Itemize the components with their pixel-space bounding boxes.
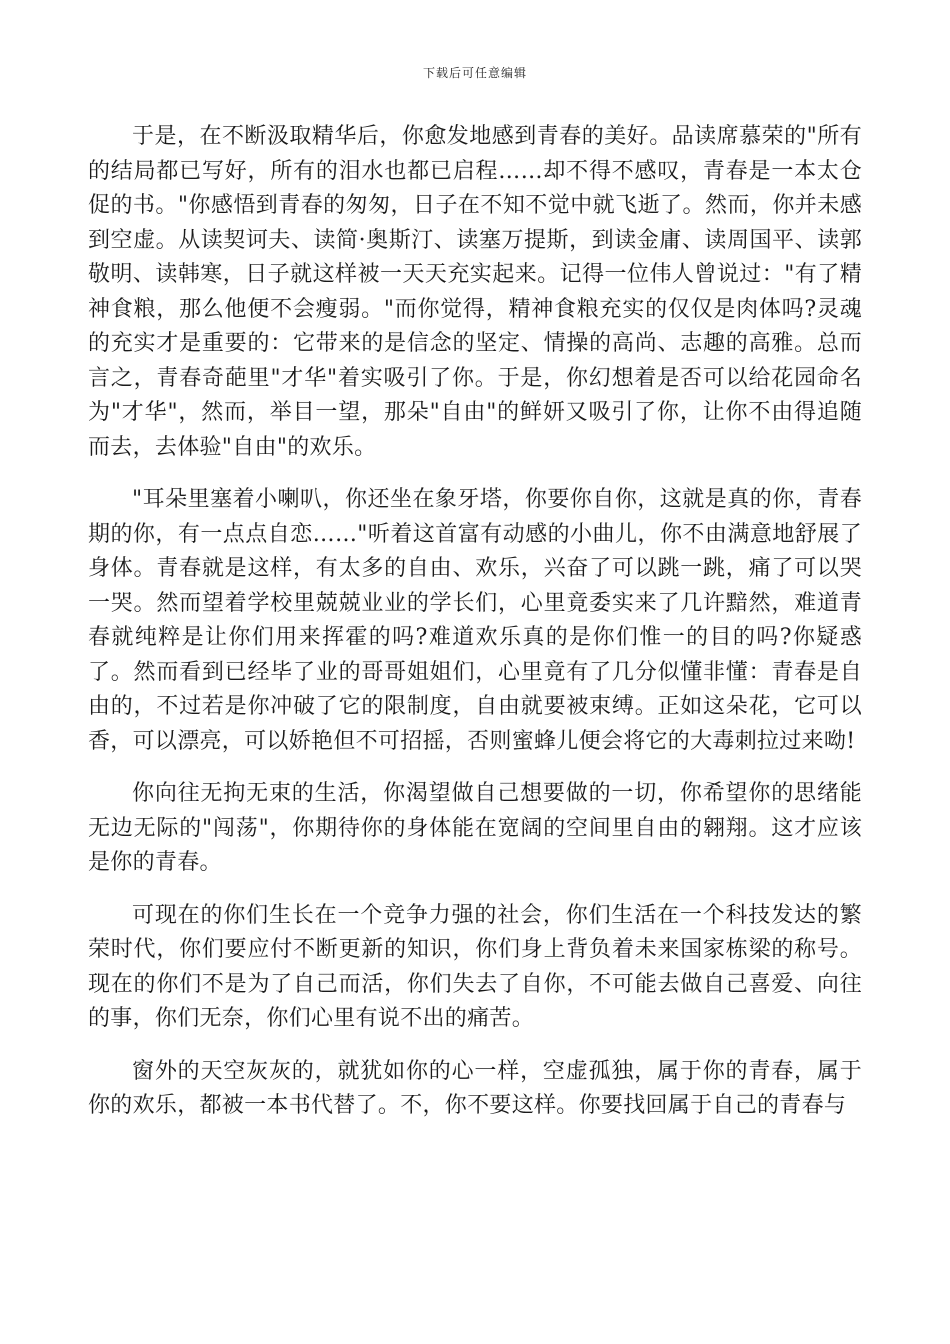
article-body: [88, 120, 862, 1142]
paragraph-5: 窗外的天空灰灰的，就犹如你的心一样，空虚孤独，属于你的青春，属于你的欢乐，都被一本书代替了。不，你不要这样。你要找回属于自己的青春与: [88, 1058, 862, 1118]
paragraph-4: 可现在的你们生长在一个竞争力强的社会，你们生活在一个科技发达的繁荣时代，你们要应付不断更新的知识，你们身上背负着未来国家栋梁的称号。现在的你们不是为了自己而活，你们失去了自你，不可能去做自己喜爱、向往的事，你们无奈，你们心里有说不出的痛苦。: [88, 902, 862, 1031]
paragraph-2: "耳朵里塞着小喇叭，你还坐在象牙塔，你要你自你，这就是真的你，青春期的你，有一点点自恋……"听着这首富有动感的小曲儿，你不由满意地舒展了身体。青春就是这样，有太多的自由、欢乐，兴奋了可以跳一跳，痛了可以哭一哭。然而望着学校里兢兢业业的学长们，心里竟委实来了几许黯然，难道青春就纯粹是让你们用来挥霍的吗?难道欢乐真的是你们惟一的目的吗?你疑惑了。然而看到已经毕了业的哥哥姐姐们，心里竟有了几分似懂非懂：青春是自由的，不过若是你冲破了它的限制度，自由就要被束缚。正如这朵花，它可以香，可以漂亮，可以娇艳但不可招摇，否则蜜蜂儿便会将它的大毒刺拉过来呦!: [88, 487, 862, 754]
paragraph-3: 你向往无拘无束的生活，你渴望做自己想要做的一切，你希望你的思绪能无边无际的"闯荡"，你期待你的身体能在宽阔的空间里自由的翱翔。这才应该是你的青春。: [88, 781, 862, 875]
paragraph-1: 于是，在不断汲取精华后，你愈发地感到青春的美好。品读席慕荣的"所有的结局都已写好，所有的泪水也都已启程……却不得不感叹，青春是一本太仓促的书。"你感悟到青春的匆匆，日子在不知不觉中就飞逝了。然而，你并未感到空虚。从读契诃夫、读简·奥斯汀、读塞万提斯，到读金庸、读周国平、读郭敬明、读韩寒，日子就这样被一天天充实起来。记得一位伟人曾说过："有了精神食粮，那么他便不会瘦弱。"而你觉得，精神食粮充实的仅仅是肉体吗?灵魂的充实才是重要的：它带来的是信念的坚定、情操的高尚、志趣的高雅。总而言之，青春奇葩里"才华"着实吸引了你。于是，你幻想着是否可以给花园命名为"才华"，然而，举目一望，那朵"自由"的鲜妍又吸引了你，让你不由得追随而去，去体验"自由"的欢乐。: [88, 124, 862, 460]
page-header: 下载后可任意编辑: [422, 66, 527, 80]
